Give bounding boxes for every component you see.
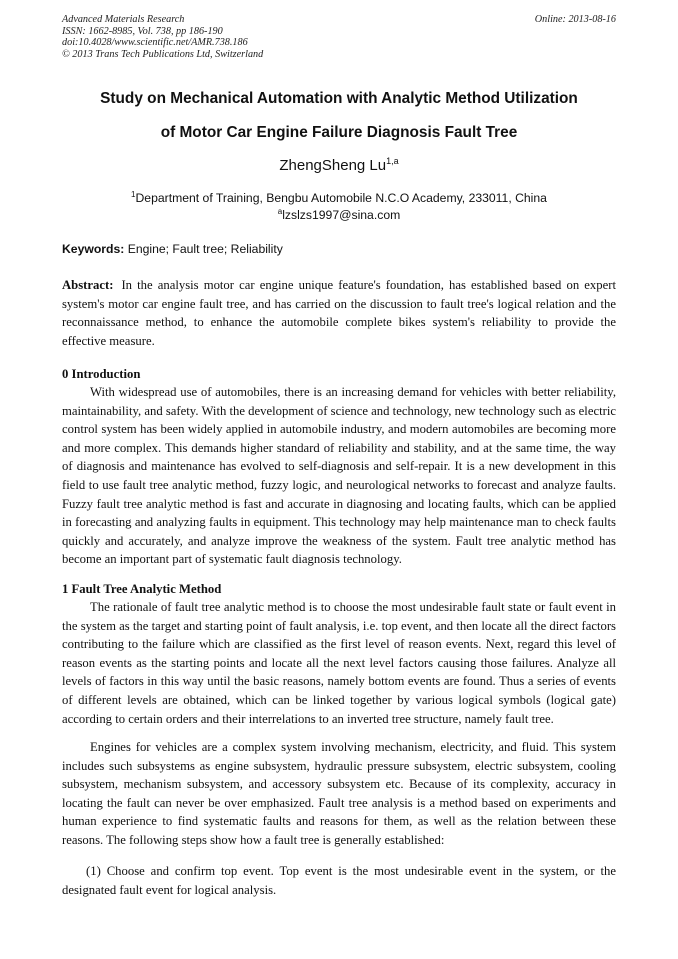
author-superscript: 1,a [386, 156, 399, 166]
online-date: Online: 2013-08-16 [534, 14, 616, 25]
journal-name: Advanced Materials Research [62, 14, 185, 25]
abstract-text: In the analysis motor car engine unique feature's foundation, has established based on expert system's motor car engine fault tree, and has carried on the discussion to fault tree's logical relation and the reconnaissance method, to enhance the automobile complete bikes system's reliability to provide the effective measure. [62, 278, 616, 348]
doi-line: doi:10.4028/www.scientific.net/AMR.738.186 [62, 37, 248, 49]
affiliation [0, 190, 678, 205]
journal-header [62, 14, 263, 60]
email-line [0, 207, 678, 222]
keywords [62, 242, 283, 256]
copyright-line: © 2013 Trans Tech Publications Ltd, Switzerland [62, 48, 264, 60]
affiliation-text: Department of Training, Bengbu Automobile N.C.O Academy, 233011, China [135, 191, 547, 206]
author-name: ZhengSheng Lu [279, 157, 387, 174]
abstract [62, 276, 616, 350]
author-email: lzslzs1997@sina.com [282, 208, 401, 223]
section-1-heading: 1 Fault Tree Analytic Method [62, 582, 222, 596]
affiliation-superscript: 1 [131, 190, 136, 199]
section-1-paragraph-2: Engines for vehicles are a complex system involving mechanism, electricity, and fluid. This system includes such subsystems as engine subsystem, hydraulic pressure subsystem, electric subsystem, cooling subsystem, mechanism subsystem, and accessory subsystem etc. Because of its complexity, accuracy in locating the fault can never be over emphasized. Fault tree analysis is a method based on experiments and human experience to find systematic faults and reasons for them, as well as the relation between these reasons. The following steps show how a fault tree is generally established: [62, 740, 616, 847]
section-1-paragraph-1: The rationale of fault tree analytic method is to choose the most undesirable fault state or fault event in the system as the target and starting point of fault analysis, i.e. top event, and then locate all the direct factors contributing to the failure which are classified as the first level of reason events. Next, regard this level of reason events as the starting points and locate all the next level factors causing those failures. Analyze all levels of factors in this way until the basic reasons, namely bottom events are found. Thus a series of events of different levels are obtained, which can be linked together by various logical symbols (logical gate) according to certain orders and their interrelations to an inverted tree structure, namely fault tree. [62, 600, 616, 726]
paper-title-line1: Study on Mechanical Automation with Analytic Method Utilization [100, 90, 578, 107]
author-line [0, 156, 678, 174]
section-0-paragraph: With widespread use of automobiles, there is an increasing demand for vehicles with better reliability, maintainability, and safety. With the development of science and technology, new technology such as electric control system has been widely applied in automobile industry, and modern automobiles are becoming more and more complex. This demands higher standard of reliability and stability, and at the same time, the way of diagnosis and maintenance has evolved to self-diagnosis and self-repair. It is a new development in this field to use fault tree analytic method, fuzzy logic, and neurological networks to forecast and analyze faults. Fuzzy fault tree analytic method is fast and accurate in diagnosing and locating faults, which can be applied in forecasting and analyzing faults in equipment. This technology may help maintenance man to check faults quickly and accurately, and analyze improve the weakness of the system. Fault tree analytic method has become an important part of systematic fault diagnosis technology. [62, 385, 616, 567]
keywords-label: Keywords: [62, 242, 125, 256]
issn-line: ISSN: 1662-8985, Vol. 738, pp 186-190 [62, 25, 223, 37]
keywords-text: Engine; Fault tree; Reliability [124, 242, 283, 256]
abstract-label: Abstract: [62, 278, 114, 292]
section-1-step-1: (1) Choose and confirm top event. Top event is the most undesirable event in the system, or the designated fault event for logical analysis. [62, 864, 616, 897]
paper-title-line2: of Motor Car Engine Failure Diagnosis Fault Tree [160, 124, 518, 141]
section-0-heading: 0 Introduction [62, 367, 141, 381]
email-superscript: a [277, 207, 283, 216]
